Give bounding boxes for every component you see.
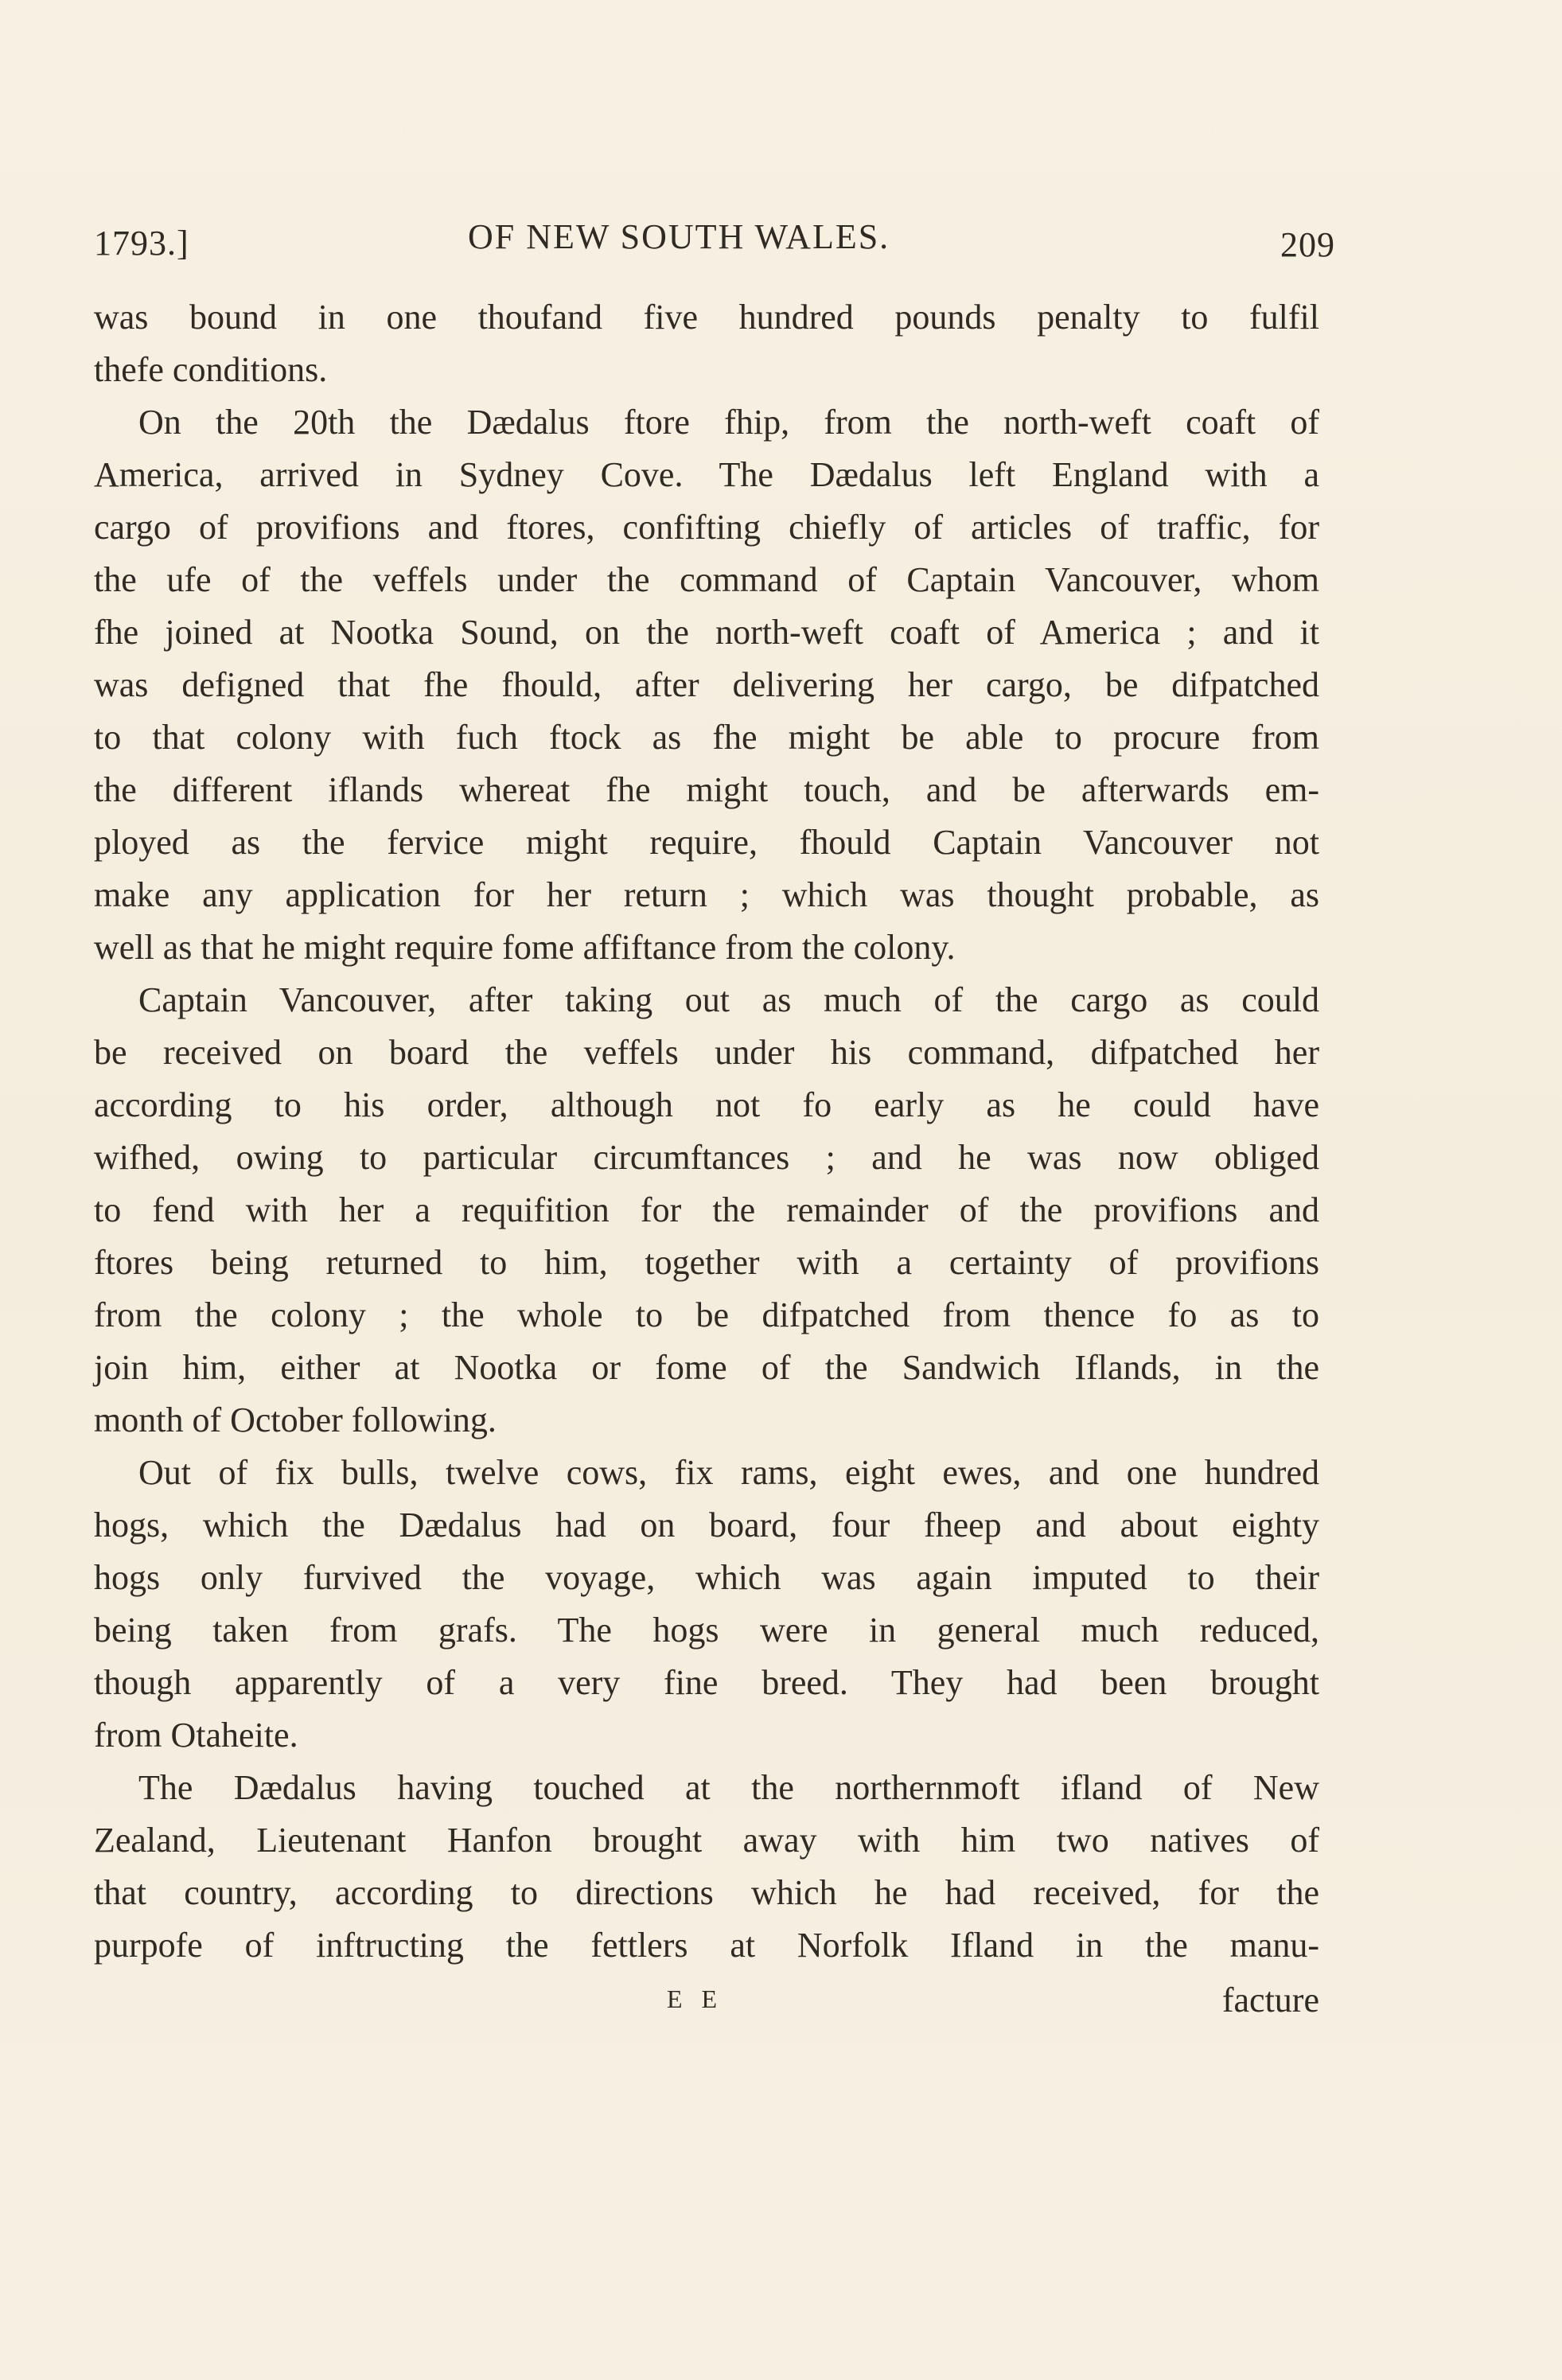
text-line: America, arrived in Sydney Cove. The Dædalus left England with a — [94, 455, 1319, 494]
text-line: purpofe of inftructing the fettlers at Norfolk Ifland in the manu- — [94, 1926, 1319, 1965]
page-number: 209 — [1280, 225, 1335, 264]
text-line: join him, either at Nootka or fome of the Sandwich Iflands, in the — [94, 1348, 1319, 1387]
text-line: though apparently of a very fine breed. They had been brought — [94, 1663, 1319, 1702]
text-line: The Dædalus having touched at the northernmoft ifland of New — [138, 1768, 1319, 1807]
text-line: Captain Vancouver, after taking out as much of the cargo as could — [138, 980, 1319, 1019]
text-line: was bound in one thoufand five hundred pounds penalty to fulfil — [94, 298, 1319, 337]
running-title: OF NEW SOUTH WALES. — [468, 217, 890, 256]
body-text — [94, 291, 1319, 1972]
text-line: month of October following. — [94, 1400, 497, 1439]
catchword: facture — [1221, 1981, 1319, 2020]
text-line: the ufe of the veffels under the command of Captain Vancouver, whom — [94, 560, 1319, 599]
text-line: to that colony with fuch ftock as fhe might be able to procure from — [94, 718, 1319, 757]
text-line: wifhed, owing to particular circumftances ; and he was now obliged — [94, 1138, 1319, 1177]
text-line: from the colony ; the whole to be difpatched from thence fo as to — [94, 1295, 1319, 1334]
text-line: hogs only furvived the voyage, which was again imputed to their — [94, 1558, 1319, 1597]
text-line: fhe joined at Nootka Sound, on the north-weft coaft of America ; and it — [94, 613, 1319, 652]
text-line: cargo of provifions and ftores, confifting chiefly of articles of traffic, for — [94, 508, 1319, 547]
text-line: was defigned that fhe fhould, after delivering her cargo, be difpatched — [94, 665, 1319, 704]
text-line: being taken from grafs. The hogs were in general much reduced, — [94, 1611, 1319, 1650]
text-line: hogs, which the Dædalus had on board, four fheep and about eighty — [94, 1506, 1319, 1544]
page-header — [94, 216, 1335, 264]
text-line: to fend with her a requifition for the remainder of the provifions and — [94, 1190, 1319, 1229]
text-line: according to his order, although not fo early as he could have — [94, 1085, 1319, 1124]
signature-mark: E E — [667, 1985, 724, 2013]
text-line: thefe conditions. — [94, 350, 328, 389]
text-line: be received on board the veffels under his command, difpatched her — [94, 1033, 1319, 1072]
page-footer — [94, 1980, 1319, 2027]
text-line: well as that he might require fome affiftance from the colony. — [94, 928, 956, 967]
text-line: ftores being returned to him, together with a certainty of provifions — [94, 1243, 1319, 1282]
text-line: that country, according to directions which he had received, for the — [94, 1873, 1319, 1912]
text-line: the different iflands whereat fhe might touch, and be afterwards em- — [94, 770, 1319, 809]
text-line: Out of fix bulls, twelve cows, fix rams, eight ewes, and one hundred — [138, 1453, 1319, 1492]
text-line: Zealand, Lieutenant Hanfon brought away with him two natives of — [94, 1821, 1319, 1860]
header-year: 1793.] — [94, 224, 189, 263]
text-line: ployed as the fervice might require, fhould Captain Vancouver not — [94, 823, 1319, 862]
text-line: make any application for her return ; which was thought probable, as — [94, 875, 1319, 914]
text-line: On the 20th the Dædalus ftore fhip, from the north-weft coaft of — [138, 403, 1319, 442]
text-line: from Otaheite. — [94, 1716, 298, 1755]
